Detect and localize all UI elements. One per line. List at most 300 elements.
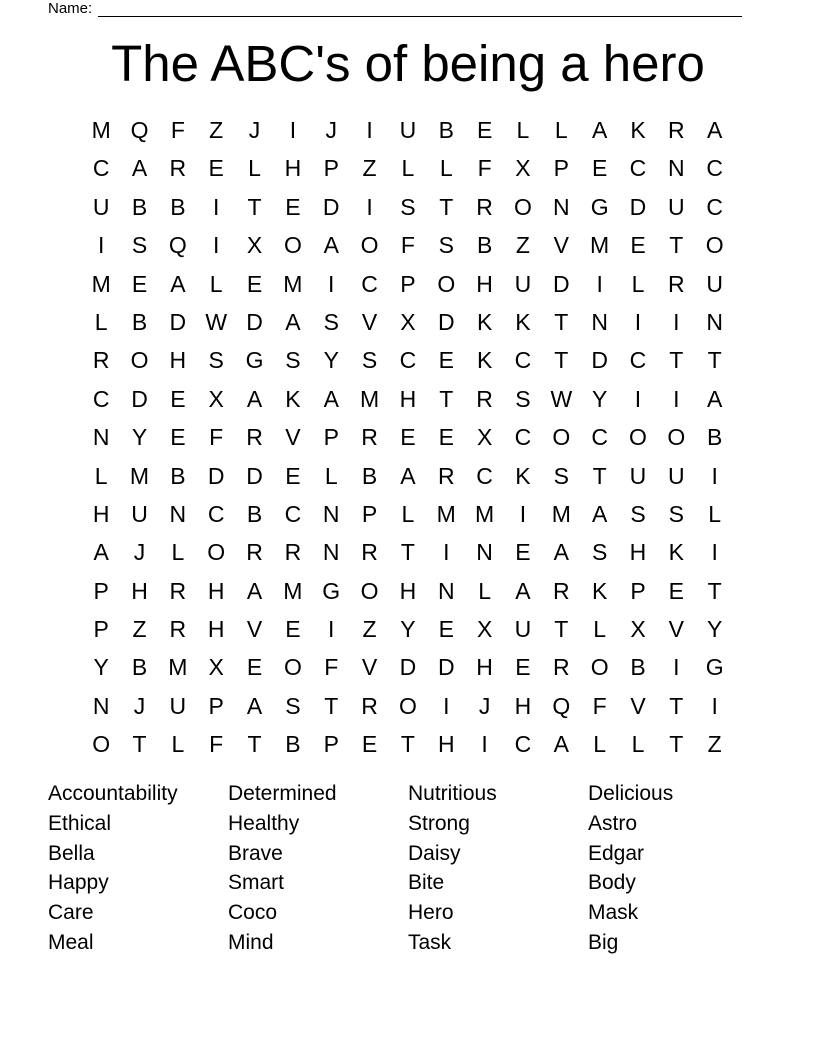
word-list-item: Bite [408,871,445,895]
grid-letter: V [630,692,646,719]
grid-letter: L [593,616,607,643]
grid-letter: P [93,616,109,643]
grid-row [82,188,734,226]
grid-letter: A [707,385,723,412]
grid-letter: D [591,347,608,374]
grid-letter: S [630,500,646,527]
grid-letter: Q [552,692,571,719]
grid-letter: R [169,616,187,643]
grid-letter: M [359,385,380,412]
grid-letter: D [399,654,417,681]
grid-letter: Y [131,424,148,451]
grid-letter: O [667,424,686,451]
word-list-item: Coco [228,901,278,925]
grid-letter: I [673,385,680,412]
grid-letter: T [247,193,262,220]
grid-letter: V [361,654,378,681]
grid-letter: H [131,577,148,604]
grid-letter: I [481,731,488,758]
word-list-item: Mask [588,901,639,925]
grid-letter: K [668,539,684,566]
grid-letter: J [478,692,491,719]
grid-letter: R [668,117,685,143]
grid-letter: L [631,731,645,758]
word-list-item: Mind [228,930,274,954]
grid-letter: D [246,308,263,335]
grid-letter: M [91,117,111,143]
grid-letter: V [361,308,378,335]
grid-letter: R [476,193,493,220]
grid-letter: I [97,232,105,259]
grid-letter: Y [93,654,109,681]
grid-letter: I [596,270,603,297]
grid-letter: J [133,539,146,566]
word-list-item: Determined [228,782,337,805]
grid-row [82,341,734,379]
grid-letter: S [515,385,531,412]
grid-letter: D [246,462,263,489]
word-list-item: Big [588,930,619,954]
grid-letter: T [247,731,262,758]
grid-letter: B [170,193,186,220]
grid-row [82,533,734,571]
word-list-item: Hero [408,901,454,925]
grid-letter: E [438,424,454,451]
grid-letter: A [93,539,109,566]
grid-letter: A [591,500,608,527]
grid-letter: D [437,654,455,681]
grid-letter: P [400,270,416,297]
grid-letter: S [285,692,301,719]
grid-letter: L [401,155,415,182]
grid-row [82,149,734,187]
grid-letter: D [322,193,340,220]
grid-letter: B [707,424,723,451]
grid-letter: N [169,500,187,527]
word-list-item: Brave [228,841,283,865]
grid-letter: S [323,308,339,335]
grid-letter: T [707,347,722,374]
grid-letter: C [514,347,532,374]
grid-letter: O [207,539,226,566]
grid-letter: E [591,155,608,182]
grid-letter: E [170,424,186,451]
grid-letter: M [91,270,111,297]
grid-letter: L [171,731,185,758]
grid-letter: R [552,577,570,604]
grid-letter: C [629,347,647,374]
grid-letter: P [323,424,339,451]
grid-letter: L [708,500,722,527]
grid-letter: D [437,308,455,335]
grid-letter: G [590,193,609,220]
word-list-item: Daisy [408,841,461,865]
grid-letter: B [131,193,148,220]
grid-letter: C [399,347,417,374]
grid-letter: A [246,385,263,412]
grid-letter: T [669,232,684,259]
grid-letter: P [553,155,569,182]
grid-letter: P [93,577,109,604]
grid-letter: R [476,385,493,412]
grid-letter: E [285,462,301,489]
grid-letter: D [169,308,187,335]
grid-letter: Z [362,616,377,643]
grid-letter: E [476,117,493,143]
grid-letter: N [476,539,493,566]
grid-letter: R [361,539,378,566]
word-list-item: Strong [408,811,470,835]
grid-letter: I [711,692,718,719]
grid-letter: O [360,232,379,259]
grid-letter: J [133,692,146,719]
grid-letter: I [711,539,718,566]
grid-row [82,380,734,418]
grid-letter: O [629,424,647,451]
grid-letter: I [213,193,220,220]
grid-letter: T [132,731,147,758]
grid-letter: U [514,616,532,643]
grid-letter: H [399,385,417,412]
grid-letter: T [592,462,607,489]
grid-letter: K [285,385,301,412]
grid-letter: Z [515,232,530,259]
grid-letter: L [248,155,261,182]
grid-letter: U [668,462,685,489]
word-list-item: Nutritious [408,782,497,805]
grid-letter: X [208,654,224,681]
grid-letter: X [208,385,224,412]
word-list-item: Care [48,901,94,925]
grid-letter: T [554,616,569,643]
grid-letter: D [131,385,148,412]
grid-letter: E [400,424,416,451]
grid-letter: T [324,692,339,719]
grid-letter: U [668,193,685,220]
grid-letter: P [323,155,339,182]
grid-letter: F [324,654,339,681]
grid-letter: K [515,462,531,489]
grid-letter: E [131,270,148,297]
grid-letter: O [590,654,609,681]
grid-letter: D [552,270,570,297]
grid-letter: Z [132,616,147,643]
grid-letter: E [438,347,454,374]
grid-letter: R [246,424,263,451]
grid-letter: H [284,155,302,182]
grid-letter: C [591,424,608,451]
word-list-item: Ethical [48,811,112,835]
word-list [48,779,768,958]
grid-letter: O [360,577,379,604]
grid-letter: E [438,616,454,643]
grid-letter: K [476,308,493,335]
grid-letter: X [630,616,646,643]
grid-row [82,687,734,725]
grid-letter: T [400,731,415,758]
grid-letter: E [285,193,301,220]
grid-letter: S [208,347,224,374]
grid-letter: A [553,539,569,566]
grid-letter: L [478,577,491,604]
grid-letter: A [170,270,186,297]
grid-letter: H [629,539,647,566]
grid-letter: B [361,462,378,489]
grid-letter: B [170,462,186,489]
word-list-item: Accountability [48,782,178,805]
grid-letter: W [205,308,228,335]
grid-letter: R [668,270,685,297]
grid-letter: F [400,232,415,259]
grid-letter: C [514,731,532,758]
grid-letter: K [591,577,608,604]
grid-letter: E [515,539,531,566]
grid-row [82,457,734,495]
grid-letter: Z [707,731,722,758]
grid-letter: C [476,462,493,489]
grid-letter: N [552,193,570,220]
grid-letter: M [283,577,303,604]
grid-letter: C [207,500,225,527]
grid-letter: D [629,193,647,220]
grid-letter: X [476,616,493,643]
grid-letter: N [92,692,110,719]
grid-letter: E [361,731,378,758]
grid-letter: E [246,654,263,681]
grid-letter: M [590,232,610,259]
grid-letter: L [631,270,645,297]
grid-letter: Z [209,117,224,143]
grid-letter: U [131,500,148,527]
grid-letter: Q [130,117,149,143]
grid-row [82,495,734,533]
grid-letter: B [630,654,646,681]
grid-letter: M [129,462,150,489]
name-blank-field[interactable] [98,2,742,17]
grid-letter: J [248,117,261,143]
name-label: Name: [48,0,93,17]
grid-letter: P [630,577,646,604]
grid-letter: E [515,654,531,681]
grid-letter: L [593,731,607,758]
grid-letter: S [591,539,608,566]
grid-letter: L [554,117,568,143]
grid-letter: Y [400,616,416,643]
word-list-item: Meal [48,930,94,954]
grid-letter: I [519,500,527,527]
grid-letter: T [554,347,569,374]
grid-letter: H [476,270,493,297]
grid-letter: R [437,462,455,489]
grid-letter: S [285,347,301,374]
grid-letter: B [246,500,263,527]
page-title: The ABC's of being a hero [111,35,705,92]
grid-letter: U [514,270,532,297]
grid-letter: T [439,385,454,412]
grid-letter: A [553,731,569,758]
grid-row [82,111,734,149]
grid-letter: S [553,462,569,489]
grid-letter: C [284,500,302,527]
grid-letter: O [130,347,149,374]
grid-letter: H [399,577,417,604]
grid-letter: L [209,270,223,297]
grid-letter: R [169,155,187,182]
grid-letter: A [246,692,263,719]
grid-letter: F [209,731,224,758]
grid-row [82,418,734,456]
grid-letter: N [706,308,723,335]
grid-letter: C [706,193,723,220]
grid-letter: I [328,616,335,643]
grid-letter: A [323,232,339,259]
name-line [48,0,742,17]
grid-letter: S [438,232,454,259]
grid-letter: I [673,308,680,335]
grid-letter: N [322,500,340,527]
grid-letter: L [171,539,185,566]
grid-letter: C [706,155,723,182]
grid-letter: A [285,308,301,335]
grid-letter: G [705,654,724,681]
grid-letter: Z [362,155,377,182]
grid-letter: F [477,155,492,182]
grid-letter: E [208,155,224,182]
grid-letter: T [669,347,684,374]
grid-letter: I [366,193,373,220]
grid-letter: S [400,193,416,220]
grid-letter: I [634,308,642,335]
grid-letter: S [361,347,378,374]
grid-letter: H [476,654,493,681]
grid-row [82,725,734,763]
grid-letter: I [289,117,297,143]
grid-letter: U [629,462,647,489]
grid-letter: E [630,232,646,259]
grid-letter: C [629,155,647,182]
grid-letter: M [551,500,571,527]
grid-letter: M [436,500,456,527]
grid-row [82,610,734,648]
grid-letter: N [92,424,110,451]
grid-letter: I [328,270,335,297]
grid-letter: U [169,692,187,719]
grid-letter: L [94,462,108,489]
grid-letter: R [361,424,378,451]
grid-letter: M [283,270,303,297]
grid-letter: P [208,692,224,719]
grid-letter: H [514,692,532,719]
grid-letter: T [554,308,569,335]
grid-letter: A [400,462,416,489]
grid-letter: S [668,500,684,527]
grid-letter: L [516,117,530,143]
grid-letter: O [514,193,532,220]
grid-letter: O [705,232,724,259]
word-list-item: Smart [228,871,285,895]
grid-letter: N [437,577,455,604]
grid-row [82,572,734,610]
grid-letter: Y [591,385,608,412]
grid-letter: V [553,232,569,259]
grid-letter: W [550,385,573,412]
grid-letter: E [285,616,301,643]
grid-letter: H [437,731,455,758]
grid-letter: Y [707,616,723,643]
grid-letter: I [366,117,373,143]
grid-letter: B [438,117,454,143]
letter-grid [82,111,734,764]
grid-letter: A [323,385,339,412]
grid-letter: R [92,347,110,374]
grid-letter: H [169,347,187,374]
grid-letter: T [439,193,454,220]
grid-letter: K [630,117,646,143]
grid-row [82,226,734,264]
grid-letter: K [515,308,531,335]
grid-row [82,303,734,341]
word-list-item: Healthy [228,811,300,835]
grid-letter: I [443,539,450,566]
grid-letter: S [131,232,148,259]
grid-letter: G [245,347,264,374]
grid-letter: R [169,577,187,604]
grid-letter: X [515,155,531,182]
grid-letter: R [246,539,263,566]
grid-letter: C [514,424,532,451]
grid-row [82,648,734,686]
grid-letter: E [170,385,186,412]
grid-letter: O [283,654,302,681]
grid-letter: N [668,155,685,182]
word-list-item: Bella [48,841,95,865]
grid-letter: T [669,692,684,719]
grid-letter: A [707,117,723,143]
grid-letter: O [283,232,302,259]
grid-letter: C [92,155,110,182]
grid-letter: D [207,462,225,489]
grid-letter: X [400,308,416,335]
grid-letter: U [399,117,417,143]
grid-letter: T [707,577,722,604]
word-list-item: Astro [588,811,638,835]
grid-letter: K [476,347,493,374]
grid-letter: X [476,424,493,451]
grid-letter: G [322,577,341,604]
grid-letter: B [476,232,493,259]
grid-letter: L [439,155,453,182]
grid-letter: I [673,654,680,681]
grid-letter: R [361,692,378,719]
grid-letter: M [168,654,188,681]
grid-letter: U [706,270,723,297]
grid-letter: F [209,424,224,451]
word-list-item: Body [588,871,636,895]
grid-letter: V [668,616,684,643]
grid-letter: C [92,385,110,412]
grid-letter: R [552,654,570,681]
grid-letter: B [131,654,148,681]
grid-letter: X [246,232,263,259]
grid-letter: H [92,500,110,527]
grid-letter: N [591,308,608,335]
grid-letter: H [207,616,225,643]
grid-letter: N [322,539,340,566]
grid-letter: U [92,193,110,220]
grid-letter: P [361,500,378,527]
grid-letter: F [592,692,607,719]
grid-letter: B [131,308,148,335]
